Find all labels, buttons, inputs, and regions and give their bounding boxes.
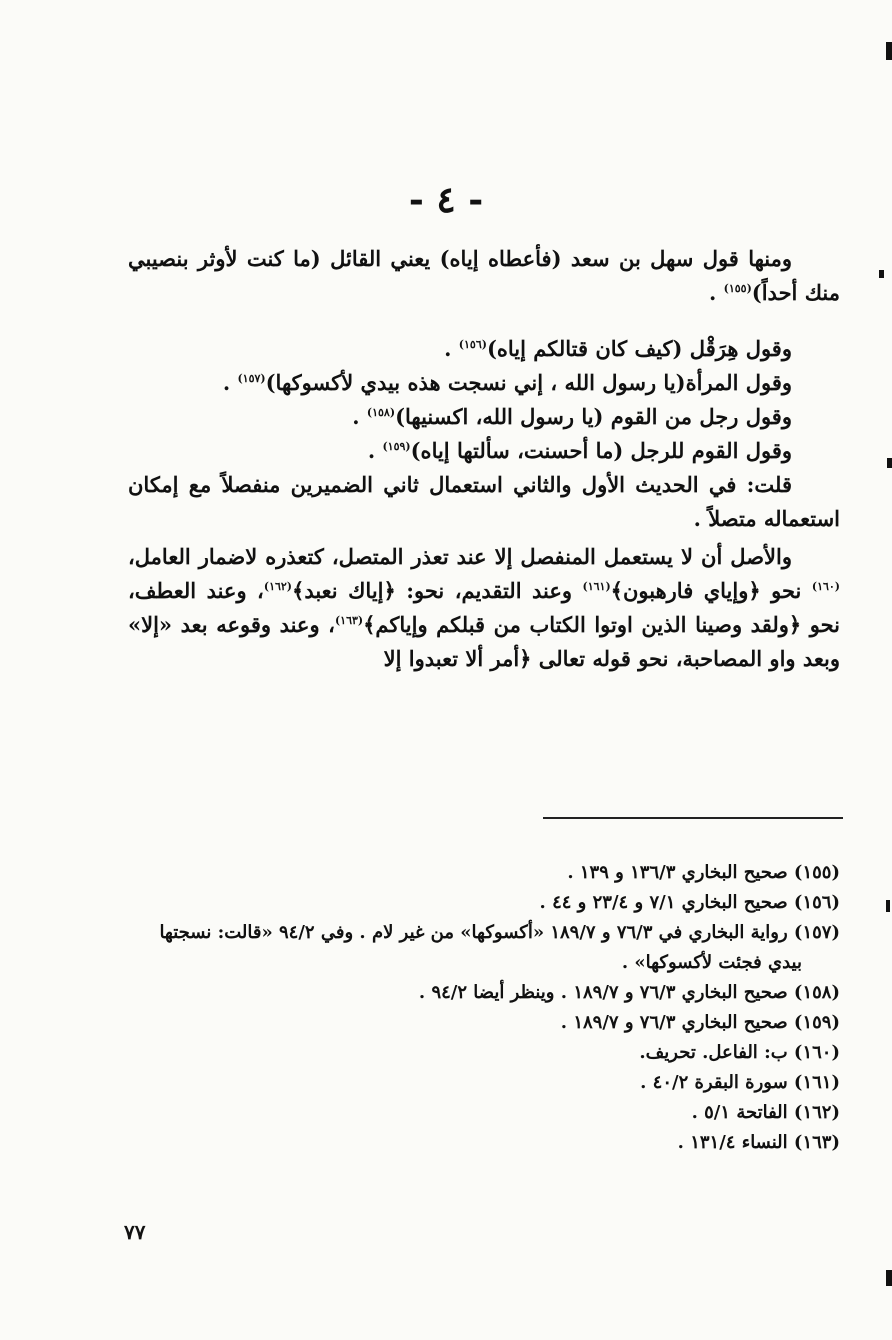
scan-speck	[879, 270, 884, 278]
footnote-160: (١٦٠) ب: الفاعل. تحريف.	[639, 1042, 840, 1063]
scan-speck	[886, 1270, 892, 1286]
paragraph-people: وقول القوم للرجل (ما أحسنت، سألتها إياه)$^{(١٥٩)}$ .	[367, 438, 792, 463]
footnote-ref: (١٥٩)	[382, 440, 411, 453]
scan-speck	[887, 458, 892, 468]
paragraph-rule: والأصل أن لا يستعمل المنفصل إلا عند تعذر المتصل، كتعذره لاضمار العامل،$^{(١٦٠)}$ نحو ﴿وإياي فارهبون﴾$^{(١٦١)}$ وعند التقديم، نحو: ﴿إياك نعبد﴾$^{(١٦٢)}$، وعند العطف، نحو ﴿ولقد وصينا الذين اوتوا الكتاب من قبلكم وإياكم﴾$^{(١٦٣)}$، وعند وقوعه بعد «إلا» وبعد واو المصاحبة، نحو قوله تعالى ﴿أمر ألا تعبدوا إلا	[128, 544, 841, 671]
footnote-ref: (١٦٢)	[263, 580, 293, 593]
footnote-155: (١٥٥) صحيح البخاري ١٣٦/٣ و ١٣٩ .	[567, 862, 840, 883]
footnote-ref: (١٦١)	[582, 580, 611, 593]
main-text	[128, 242, 840, 676]
footnote-163: (١٦٣) النساء ١٣١/٤ .	[677, 1132, 840, 1153]
paragraph-sahl: ومنها قول سهل بن سعد (فأعطاه إياه) يعني القائل (ما كنت لأوثر بنصيبي منك أحداً)$^{(١٥٥)}$ .	[128, 246, 840, 305]
paragraph-woman: وقول المرأة(يا رسول الله ، إني نسجت هذه بيدي لأكسوكها)$^{(١٥٧)}$ .	[222, 370, 792, 395]
footnote-161: (١٦١) سورة البقرة ٤٠/٢ .	[640, 1072, 840, 1093]
footnote-157: (١٥٧) رواية البخاري في ٧٦/٣ و ١٨٩/٧ «أكسوكها» من غير لام . وفي ٩٤/٢ «قالت: نسجتها	[159, 922, 840, 943]
scan-speck	[886, 42, 892, 60]
paragraph-comment: قلت: في الحديث الأول والثاني استعمال ثاني الضميرين منفصلاً مع إمكان استعماله متصلاً .	[128, 472, 840, 531]
footnote-ref: (١٥٧)	[237, 372, 266, 385]
footnote-ref: (١٦٣)	[334, 614, 364, 627]
footnote-ref: (١٥٦)	[458, 338, 487, 351]
footnotes	[128, 858, 840, 1158]
footnote-separator	[543, 817, 843, 819]
paragraph-man: وقول رجل من القوم (يا رسول الله، اكسنيها)$^{(١٥٨)}$ .	[352, 404, 792, 429]
footnote-ref: (١٥٨)	[366, 406, 396, 419]
footnote-158: (١٥٨) صحيح البخاري ٧٦/٣ و ١٨٩/٧ . وينظر أيضا ٩٤/٢ .	[418, 982, 840, 1003]
footnote-ref: (١٥٥)	[723, 282, 752, 295]
footnote-157-cont: بيدي فجئت لأكسوكها» .	[621, 952, 802, 973]
footnote-ref: (١٦٠)	[811, 580, 841, 593]
footnote-162: (١٦٢) الفاتحة ٥/١ .	[691, 1102, 840, 1123]
section-number: - ٤ -	[408, 179, 484, 221]
scan-speck	[886, 900, 890, 912]
paragraph-heraclius: وقول هِرَقْل (كيف كان قتالكم إياه)$^{(١٥٦)}$ .	[444, 336, 792, 361]
footnote-156: (١٥٦) صحيح البخاري ٧/١ و ٢٣/٤ و ٤٤ .	[539, 892, 840, 913]
page-number: ٧٧	[124, 1220, 146, 1244]
footnote-159: (١٥٩) صحيح البخاري ٧٦/٣ و ١٨٩/٧ .	[560, 1012, 840, 1033]
